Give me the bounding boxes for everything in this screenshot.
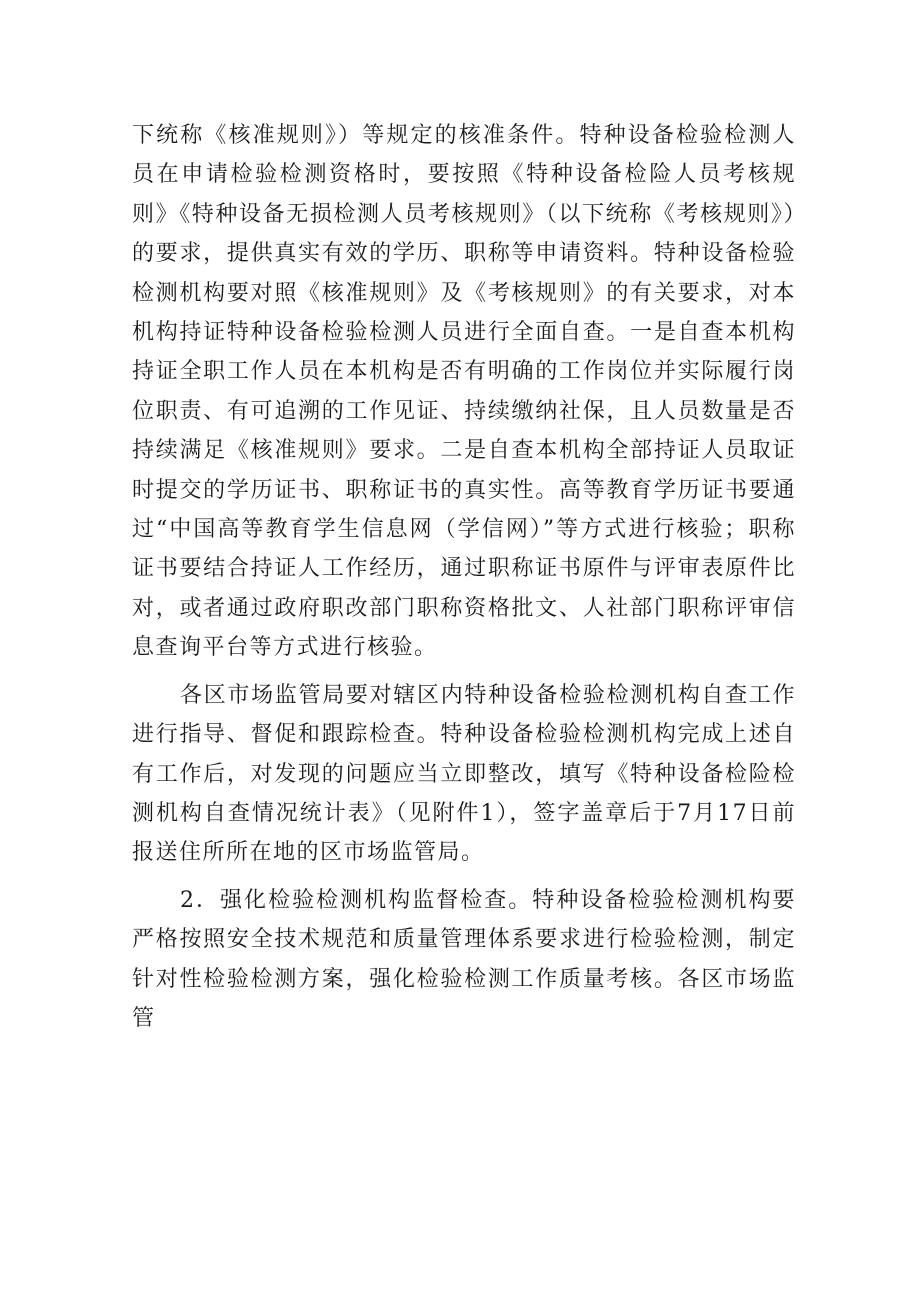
paragraph-3: 2．强化检验检测机构监督检查。特种设备检验检测机构要严格按照安全技术规范和质量管理体系要求进行检验检测，制定针对性检验检测方案，强化检验检测工作质量考核。各区市场监管: [132, 887, 796, 1031]
document-body: [132, 116, 796, 1046]
paragraph-1: 下统称《核准规则》）等规定的核准条件。特种设备检验检测人员在申请检验检测资格时，要按照《特种设备检险人员考核规则》《特种设备无损检测人员考核规则》（以下统称《考核规则》）的要求，提供真实有效的学历、职称等申请资料。特种设备检验检测机构要对照《核准规则》及《考核规则》的有关要求，对本机构持证特种设备检验检测人员进行全面自查。一是自查本机构持证全职工作人员在本机构是否有明确的工作岗位并实际履行岗位职责、有可追溯的工作见证、持续缴纳社保，且人员数量是否持续满足《核准规则》要求。二是自查本机构全部持证人员取证时提交的学历证书、职称证书的真实性。高等教育学历证书要通过“中国高等教育学生信息网（学信网）”等方式进行核验；职称证书要结合持证人工作经历，通过职称证书原件与评审表原件比对，或者通过政府职改部门职称资格批文、人社部门职称评审信息查询平台等方式进行核验。: [132, 123, 796, 661]
paragraph-2: 各区市场监管局要对辖区内特种设备检验检测机构自查工作进行指导、督促和跟踪检查。特种设备检验检测机构完成上述自有工作后，对发现的问题应当立即整改，填写《特种设备检险检测机构自查情况统计表》（见附件1），签字盖章后于7月17日前报送住所所在地的区市场监管局。: [132, 682, 796, 866]
